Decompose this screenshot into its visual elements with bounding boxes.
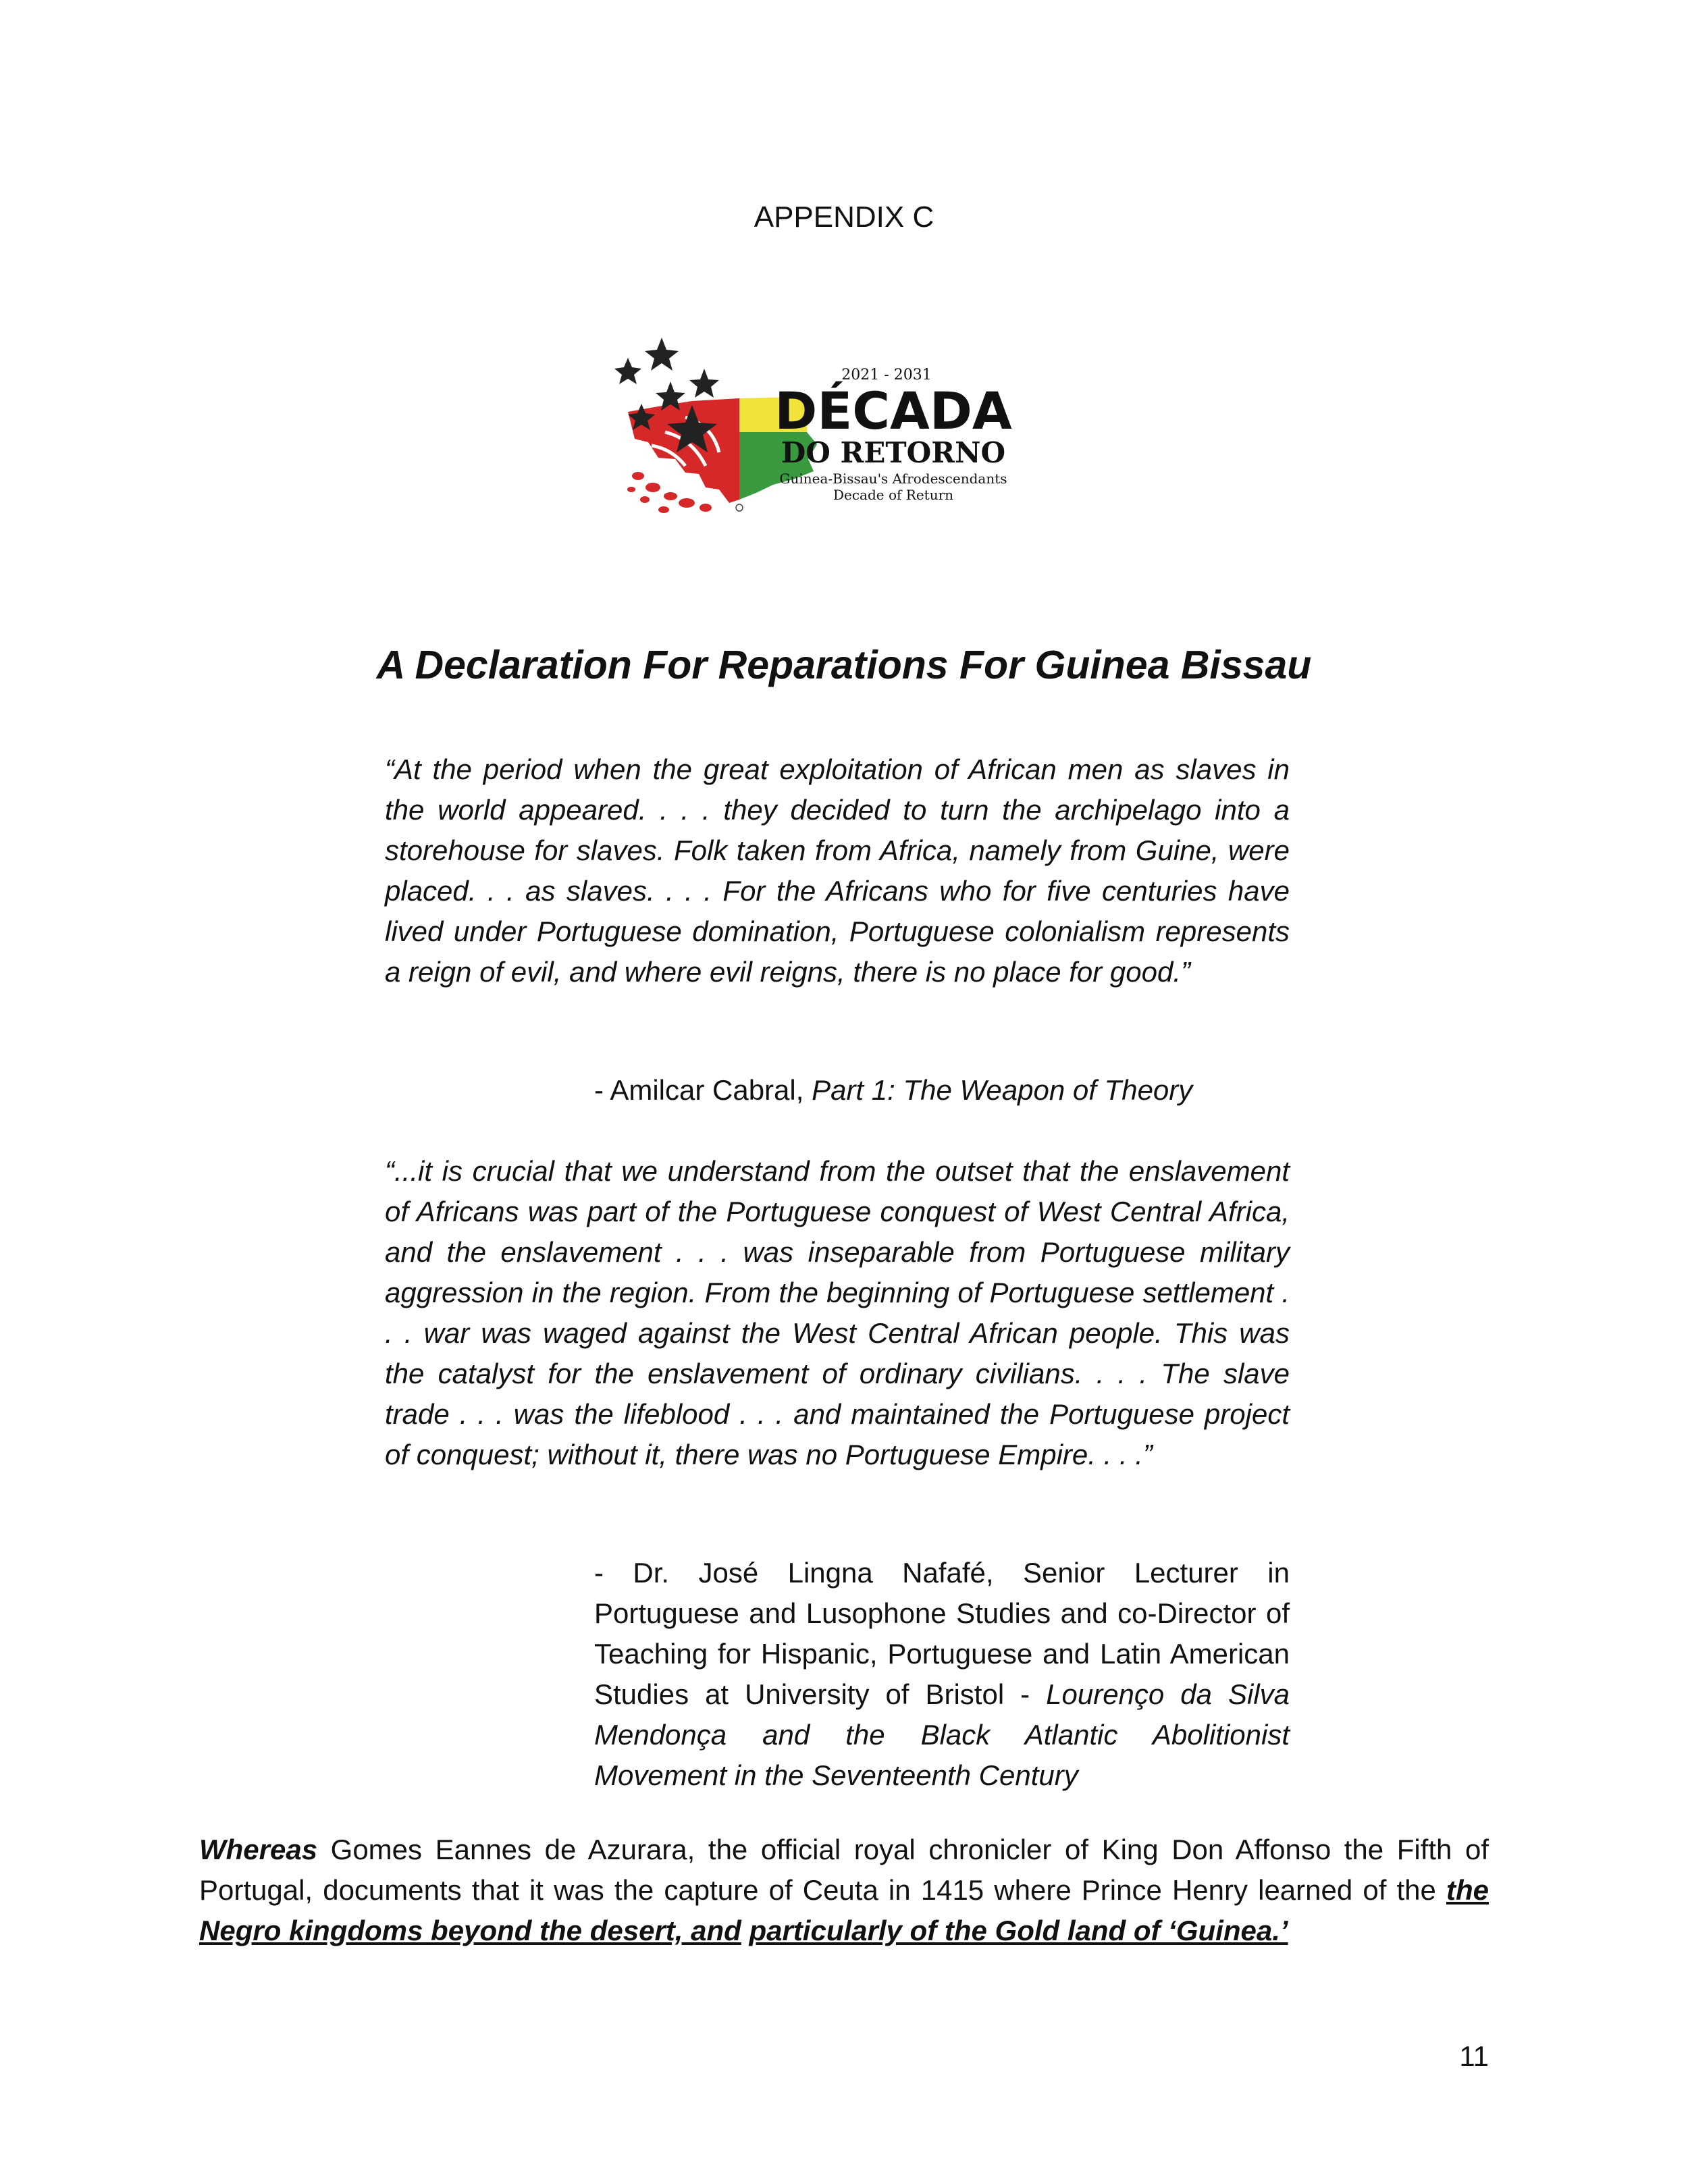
nafafe-quote: “...it is crucial that we understand from the outset that the enslavement of Africans was part of the Portuguese conquest of West Central Africa, and the enslavement . . . was inseparable from Portuguese military aggression in the region. From the beginning of Portuguese settlement . . . war was waged against the West Central African people. This was the catalyst for the enslavement of ordinary civilians. . . . The slave trade . . . was the lifeblood . . . and maintained the Portuguese project of conquest; without it, there was no Portuguese Empire. . . .” xyxy=(385,1155,1290,1470)
whereas-text: Gomes Eannes de Azurara, the official royal chronicler of King Don Affonso the Fifth of Portugal, documents that it was the capture of Ceuta in 1415 where Prince Henry learned of the xyxy=(199,1834,1489,1906)
whereas-underline-1: the Negro kingdoms beyond the desert, and xyxy=(199,1874,1489,1946)
cabral-attribution-work: Part 1: The Weapon of Theory xyxy=(812,1074,1193,1106)
logo-islands xyxy=(627,472,712,513)
page-number: 11 xyxy=(1459,2040,1489,2072)
logo-name-line1: DÉCADA xyxy=(774,381,1012,441)
logo-name-line2: DO RETORNO xyxy=(781,436,1006,469)
cabral-attribution-name: - Amilcar Cabral, xyxy=(594,1074,812,1106)
nafafe-attribution-work: Lourenço da Silva Mendonça and the Black Atlantic Abolitionist Movement in the Seventeenth Century xyxy=(594,1678,1290,1791)
declaration-title: A Declaration For Reparations For Guinea Bissau xyxy=(376,643,1312,687)
cabral-quote: “At the period when the great exploitation of African men as slaves in the world appeared. . . . they decided to turn the archipelago into a storehouse for slaves. Folk taken from Africa, namely from Guine, were placed. . . as slaves. . . . For the Africans who for five centuries have lived under Portuguese domination, Portuguese colonialism represents a reign of evil, and where evil reigns, there is no place for good.” xyxy=(385,753,1290,988)
whereas-underline-2: particularly of the Gold land of ‘Guinea.’ xyxy=(749,1915,1288,1946)
registered-mark-icon xyxy=(736,504,743,511)
cabral-attribution xyxy=(594,1070,1290,1111)
nafafe-attribution-name: - Dr. José Lingna Nafafé, Senior Lecturer in Portuguese and Lusophone Studies and co-Director of Teaching for Hispanic, Portuguese and Latin American Studies at University of Bristol - xyxy=(594,1557,1290,1710)
appendix-heading: APPENDIX C xyxy=(754,201,934,234)
decada-do-retorno-logo xyxy=(611,331,1077,520)
whereas-between xyxy=(741,1915,749,1946)
whereas-lead: Whereas xyxy=(199,1834,318,1865)
whereas-clause xyxy=(199,1830,1489,1951)
logo-subtitle-line1: Guinea-Bissau's Afrodescendants xyxy=(779,471,1007,487)
logo-graphic xyxy=(611,331,1077,520)
logo-subtitle-line2: Decade of Return xyxy=(833,487,954,503)
nafafe-attribution xyxy=(594,1553,1290,1796)
logo-years: 2021 - 2031 xyxy=(841,367,932,383)
